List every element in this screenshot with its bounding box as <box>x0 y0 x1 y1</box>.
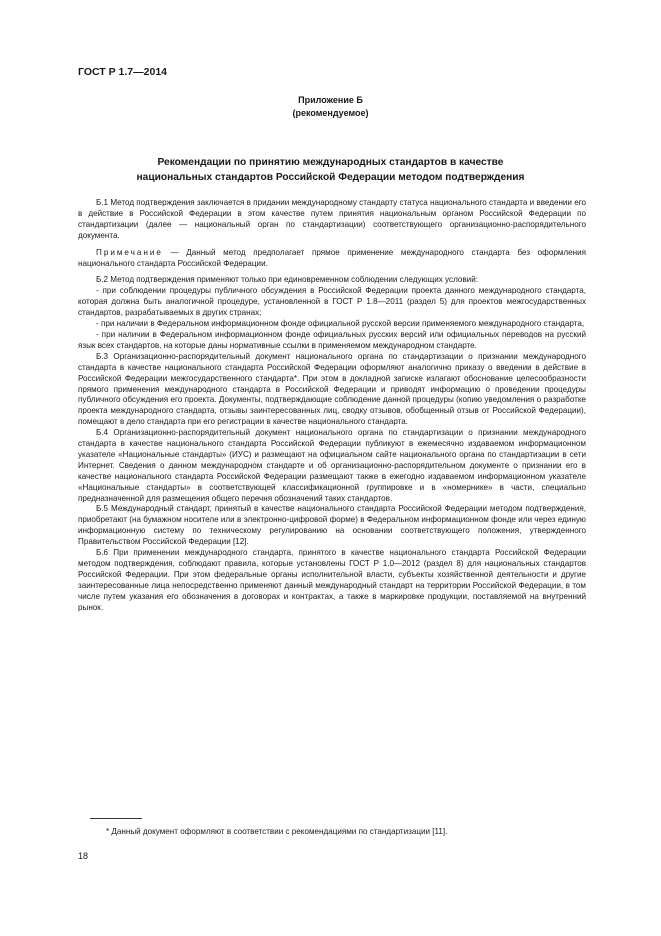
section-title <box>78 155 583 185</box>
footnote-divider <box>90 818 142 819</box>
document-body <box>78 198 586 614</box>
note-paragraph <box>78 248 586 270</box>
note-label: Примечание <box>96 247 163 257</box>
section-title-line2: национальных стандартов Российской Федерации методом подтверждения <box>136 172 525 183</box>
paragraph-b1: Б.1 Метод подтверждения заключается в придании международному стандарту статуса национального стандарта и введении его в действие в Российской Федерации в этом качестве путем принятия национальным органом Российской Федерации по стандартизации (далее — национальный орган по стандартизации) соответствующего организационно-распорядительного документа. <box>78 198 586 240</box>
paragraph-b4: Б.4 Организационно-распорядительный документ национального органа по стандартизации о признании международного стандарта в качестве национального стандарта Российской Федерации публикуют в ежемесячно издаваемом информационном указателе «Национальные стандарты» (ИУС) и размещают на официальном сайте национального органа по стандартизации в сети Интернет. Сведения о данном международном стандарте и об организационно-распорядительном документе о признании его в качестве национального стандарта Российской Федерации размещают также в ежегодно издаваемом информационном указателе «Национальные стандарты» в соответствующей классификационной группировке и в «номернике» в части, специально предназначенной для размещения общего перечня обозначений таких стандартов. <box>78 428 586 503</box>
footnote: * Данный документ оформляют в соответствии с рекомендациями по стандартизации [11]. <box>106 827 448 836</box>
list-item-b2-2: - при наличии в Федеральном информационном фонде официальной русской версии применяемого международного стандарта, <box>96 319 585 329</box>
paragraph-b5: Б.5 Международный стандарт, принятый в качестве национального стандарта Российской Федерации методом подтверждения, приобретают (на бумажном носителе или в электронно-цифровой форме) в Федеральном информационном фонде или через единую информационную систему по техническому регулированию на основании соответствующего положения, утвержденного Правительством Российской Федерации [12]. <box>78 504 586 547</box>
note-text: — Данный метод предполагает прямое применение международного стандарта без оформления национального стандарта Российской Федерации. <box>78 247 586 268</box>
list-item-b2-1: - при соблюдении процедуры публичного обсуждения в Российской Федерации проекта данного международного стандарта, которая должна быть аналогичной процедуре, установленной в ГОСТ Р 1.8—2011 (раздел 5) для проектов межгосударственных стандартов, разрабатываемых в других странах; <box>78 286 586 318</box>
list-item-b2-3: - при наличии в Федеральном информационном фонде официальных русских версий или официальных переводов на русский язык всех стандартов, на которые даны нормативные ссылки в применяемом международном стандарте. <box>78 329 586 350</box>
appendix-heading <box>78 94 583 120</box>
appendix-label: Приложение Б <box>298 95 363 105</box>
paragraph-b2: Б.2 Метод подтверждения применяют только при единовременном соблюдении следующих условий: <box>96 275 478 285</box>
paragraph-b6: Б.6 При применении международного стандарта, принятого в качестве национального стандарта Российской Федерации методом подтверждения, соблюдают правила, которые установлены ГОСТ Р 1.0—2012 (раздел 8) для национальных стандартов Российской Федерации. При этом федеральные органы исполнительной власти, субъекты хозяйственной деятельности и другие заинтересованные лица непосредственно применяют данный международный стандарт на территории Российской Федерации, в том числе путем указания его обозначения в договорах и контрактах, а также в маркировке продукции, поставляемой на внутренний рынок. <box>78 548 586 612</box>
appendix-status: (рекомендуемое) <box>292 108 369 118</box>
page-number: 18 <box>78 851 89 861</box>
section-title-line1: Рекомендации по принятию международных стандартов в качестве <box>157 157 504 168</box>
document-code-header: ГОСТ Р 1.7—2014 <box>78 66 168 78</box>
paragraph-b3: Б.3 Организационно-распорядительный документ национального органа по стандартизации о признании международного стандарта в качестве национального стандарта Российской Федерации оформляют аналогично приказу о введении в действие в Российской Федерации межгосударственного стандарта*. При этом в докладной записке излагают обоснование целесообразности прямого применения международного стандарта в Российской Федерации и приводят информацию о проведении процедуры публичного обсуждения его проекта. Документы, подтверждающие соблюдение данной процедуры (копию уведомления о разработке проекта международного стандарта, отзывы заинтересованных лиц, сводку отзывов, обобщенный отзыв от Российской Федерации), помещают в дело стандарта при его регистрации в качестве национального стандарта. <box>78 351 586 427</box>
